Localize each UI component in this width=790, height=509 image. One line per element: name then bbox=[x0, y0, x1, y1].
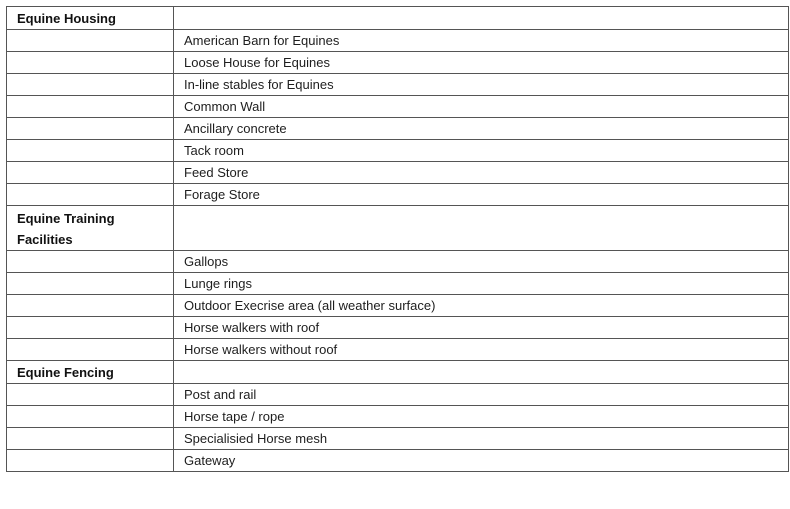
table-row bbox=[7, 184, 789, 206]
item-cell: Lunge rings bbox=[174, 273, 789, 295]
item-cell: Feed Store bbox=[174, 162, 789, 184]
empty-cell bbox=[7, 428, 174, 450]
item-cell: In-line stables for Equines bbox=[174, 74, 789, 96]
item-cell: Horse walkers without roof bbox=[174, 339, 789, 361]
empty-cell bbox=[7, 317, 174, 339]
table-row bbox=[7, 450, 789, 472]
table-row bbox=[7, 295, 789, 317]
item-cell: American Barn for Equines bbox=[174, 30, 789, 52]
table-row bbox=[7, 273, 789, 295]
empty-cell bbox=[7, 251, 174, 273]
table-row bbox=[7, 96, 789, 118]
empty-cell bbox=[174, 206, 789, 251]
item-cell: Loose House for Equines bbox=[174, 52, 789, 74]
table-row bbox=[7, 74, 789, 96]
section-title: Equine Housing bbox=[7, 7, 174, 30]
item-cell: Ancillary concrete bbox=[174, 118, 789, 140]
empty-cell bbox=[174, 361, 789, 384]
table-row bbox=[7, 52, 789, 74]
section-title: Equine Training Facilities bbox=[7, 206, 174, 251]
empty-cell bbox=[7, 140, 174, 162]
item-cell: Tack room bbox=[174, 140, 789, 162]
empty-cell bbox=[7, 74, 174, 96]
item-cell: Common Wall bbox=[174, 96, 789, 118]
table-row bbox=[7, 251, 789, 273]
table-row bbox=[7, 428, 789, 450]
empty-cell bbox=[7, 96, 174, 118]
item-cell: Forage Store bbox=[174, 184, 789, 206]
empty-cell bbox=[7, 384, 174, 406]
equine-facilities-table bbox=[6, 6, 789, 472]
table-row bbox=[7, 118, 789, 140]
section-row-training bbox=[7, 206, 789, 251]
empty-cell bbox=[174, 7, 789, 30]
section-title: Equine Fencing bbox=[7, 361, 174, 384]
table-row bbox=[7, 317, 789, 339]
item-cell: Outdoor Execrise area (all weather surface) bbox=[174, 295, 789, 317]
empty-cell bbox=[7, 273, 174, 295]
item-cell: Gallops bbox=[174, 251, 789, 273]
empty-cell bbox=[7, 406, 174, 428]
item-cell: Horse walkers with roof bbox=[174, 317, 789, 339]
table-body bbox=[7, 7, 789, 472]
item-cell: Gateway bbox=[174, 450, 789, 472]
table-row bbox=[7, 162, 789, 184]
empty-cell bbox=[7, 184, 174, 206]
empty-cell bbox=[7, 30, 174, 52]
item-cell: Horse tape / rope bbox=[174, 406, 789, 428]
table-row bbox=[7, 30, 789, 52]
section-row-housing bbox=[7, 7, 789, 30]
table-row bbox=[7, 406, 789, 428]
empty-cell bbox=[7, 162, 174, 184]
section-row-fencing bbox=[7, 361, 789, 384]
table-row bbox=[7, 140, 789, 162]
table-row bbox=[7, 339, 789, 361]
item-cell: Post and rail bbox=[174, 384, 789, 406]
empty-cell bbox=[7, 295, 174, 317]
table-row bbox=[7, 384, 789, 406]
empty-cell bbox=[7, 450, 174, 472]
empty-cell bbox=[7, 52, 174, 74]
empty-cell bbox=[7, 339, 174, 361]
empty-cell bbox=[7, 118, 174, 140]
item-cell: Specialisied Horse mesh bbox=[174, 428, 789, 450]
